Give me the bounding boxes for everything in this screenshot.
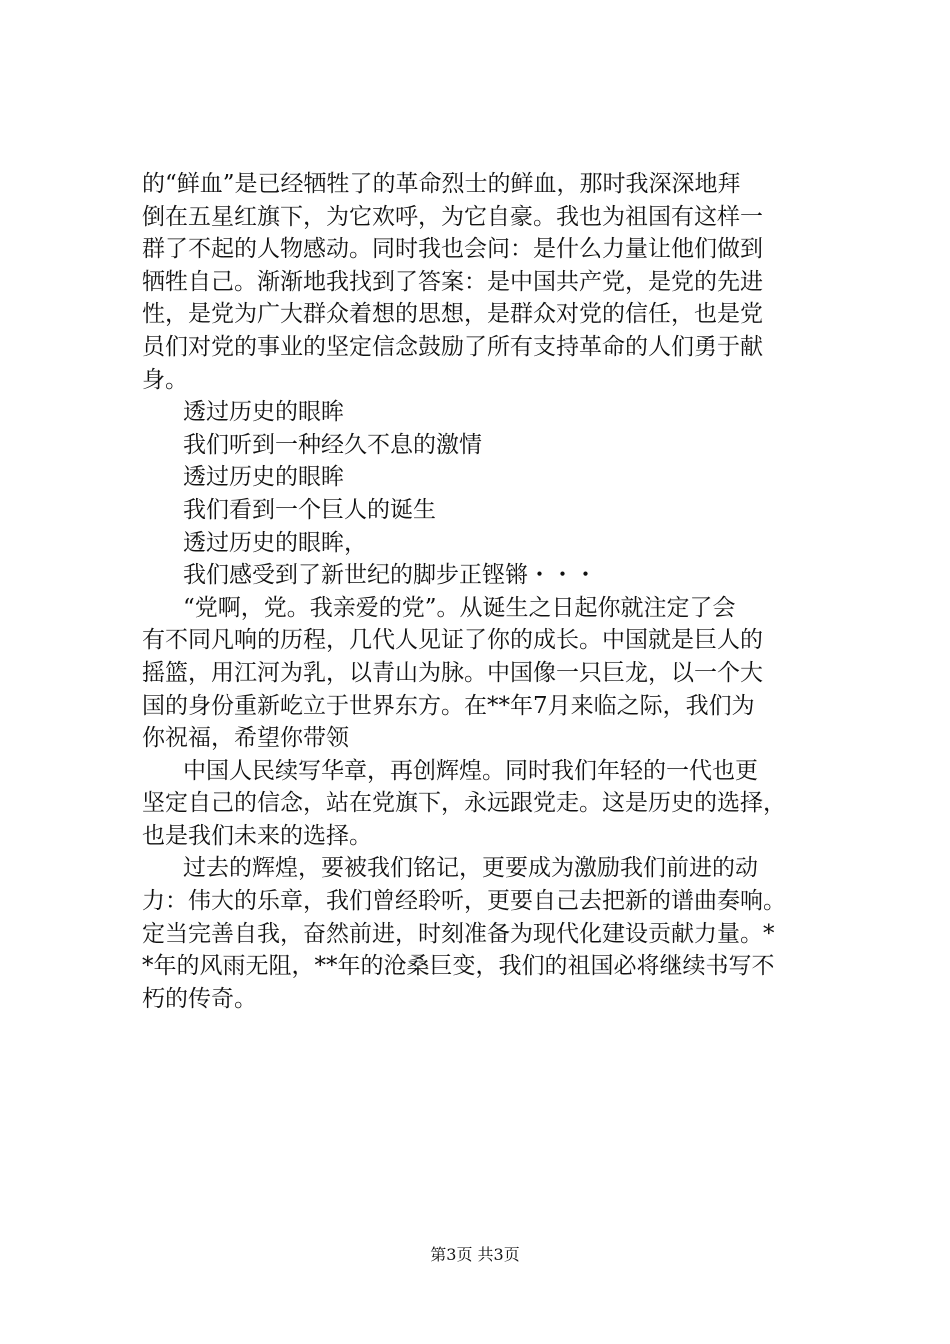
text-line: 身。 xyxy=(142,366,188,393)
text-line: 有不同凡响的历程，几代人见证了你的成长。中国就是巨人的 xyxy=(142,627,763,654)
text-line: 定当完善自我，奋然前进，时刻准备为现代化建设贡献力量。* xyxy=(142,920,775,947)
text-line: 我们感受到了新世纪的脚步正铿锵・・・ xyxy=(183,562,597,589)
document-body xyxy=(142,168,832,1015)
text-line: 倒在五星红旗下，为它欢呼，为它自豪。我也为祖国有这样一 xyxy=(142,203,763,230)
text-line: 国的身份重新屹立于世界东方。在**年7月来临之际，我们为 xyxy=(142,692,755,719)
page-footer: 第3页 共3页 xyxy=(430,1245,520,1264)
text-line: 中国人民续写华章，再创辉煌。同时我们年轻的一代也更 xyxy=(183,757,758,784)
text-line: 也是我们未来的选择。 xyxy=(142,822,372,849)
text-line: 透过历史的眼眸， xyxy=(183,529,367,556)
text-line: 的“鲜血”是已经牺牲了的革命烈士的鲜血，那时我深深地拜 xyxy=(142,171,741,197)
text-line: *年的风雨无阻，**年的沧桑巨变，我们的祖国必将继续书写不 xyxy=(142,953,775,980)
text-line: 你祝福，希望你带领 xyxy=(142,725,349,752)
text-line: 力：伟大的乐章，我们曾经聆听，更要自己去把新的谱曲奏响。 xyxy=(142,888,786,915)
text-line: “党啊，党。我亲爱的党”。从诞生之日起你就注定了会 xyxy=(183,594,736,621)
text-line: 透过历史的眼眸 xyxy=(183,399,344,426)
text-line: 我们看到一个巨人的诞生 xyxy=(183,496,436,523)
text-line: 透过历史的眼眸 xyxy=(183,464,344,491)
text-line: 过去的辉煌，要被我们铭记，更要成为激励我们前进的动 xyxy=(183,855,758,882)
text-line: 员们对党的事业的坚定信念鼓励了所有支持革命的人们勇于献 xyxy=(142,333,763,360)
text-line: 摇篮，用江河为乳，以青山为脉。中国像一只巨龙，以一个大 xyxy=(142,659,763,686)
text-line: 群了不起的人物感动。同时我也会问：是什么力量让他们做到 xyxy=(142,236,763,263)
text-line: 朽的传奇。 xyxy=(142,985,257,1012)
text-line: 我们听到一种经久不息的激情 xyxy=(183,431,482,458)
text-line: 牺牲自己。渐渐地我找到了答案：是中国共产党，是党的先进 xyxy=(142,268,763,295)
text-line: 性，是党为广大群众着想的思想，是群众对党的信任，也是党 xyxy=(142,301,763,328)
text-line: 坚定自己的信念，站在党旗下，永远跟党走。这是历史的选择， xyxy=(142,790,786,817)
